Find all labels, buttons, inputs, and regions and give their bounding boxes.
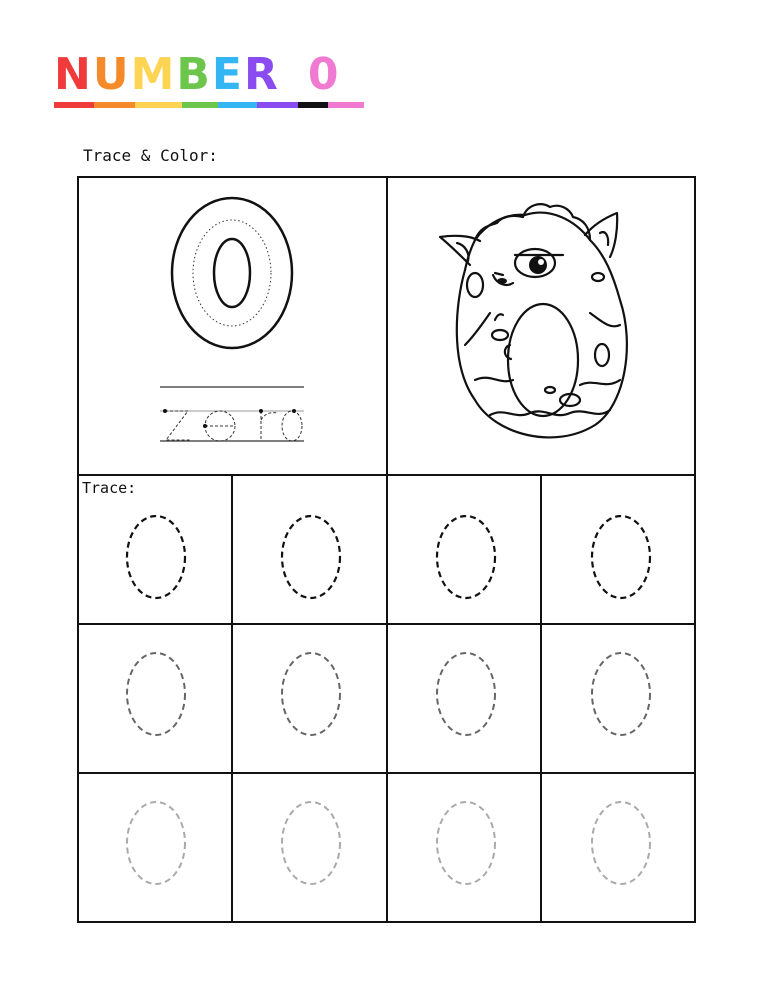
word-trace-zero: [158, 380, 308, 445]
title-letter-r: R: [243, 49, 280, 100]
title-letter-e: E: [211, 49, 244, 100]
trace-zero-light[interactable]: [280, 801, 344, 889]
title-letter-0: 0: [307, 49, 341, 100]
monster-zero-coloring-image: [435, 195, 645, 455]
worksheet-title: [54, 49, 341, 100]
trace-zero-medium[interactable]: [435, 652, 499, 740]
trace-zero-light[interactable]: [435, 801, 499, 889]
trace-zero-medium[interactable]: [590, 652, 654, 740]
title-letter-m: M: [130, 49, 177, 100]
section-label: Trace & Color:: [83, 146, 218, 165]
title-letter-u: U: [92, 49, 131, 100]
trace-zero-dark[interactable]: [280, 515, 344, 603]
outline-number-zero: [165, 195, 300, 355]
trace-label: Trace:: [82, 479, 137, 497]
title-letter-n: N: [54, 49, 93, 100]
trace-zero-dark[interactable]: [125, 515, 189, 603]
trace-zero-light[interactable]: [125, 801, 189, 889]
trace-zero-medium[interactable]: [280, 652, 344, 740]
trace-zero-dark[interactable]: [590, 515, 654, 603]
trace-zero-dark[interactable]: [435, 515, 499, 603]
title-letter-b: B: [176, 49, 212, 100]
rainbow-underline: [54, 102, 364, 108]
trace-zero-light[interactable]: [590, 801, 654, 889]
trace-zero-medium[interactable]: [125, 652, 189, 740]
